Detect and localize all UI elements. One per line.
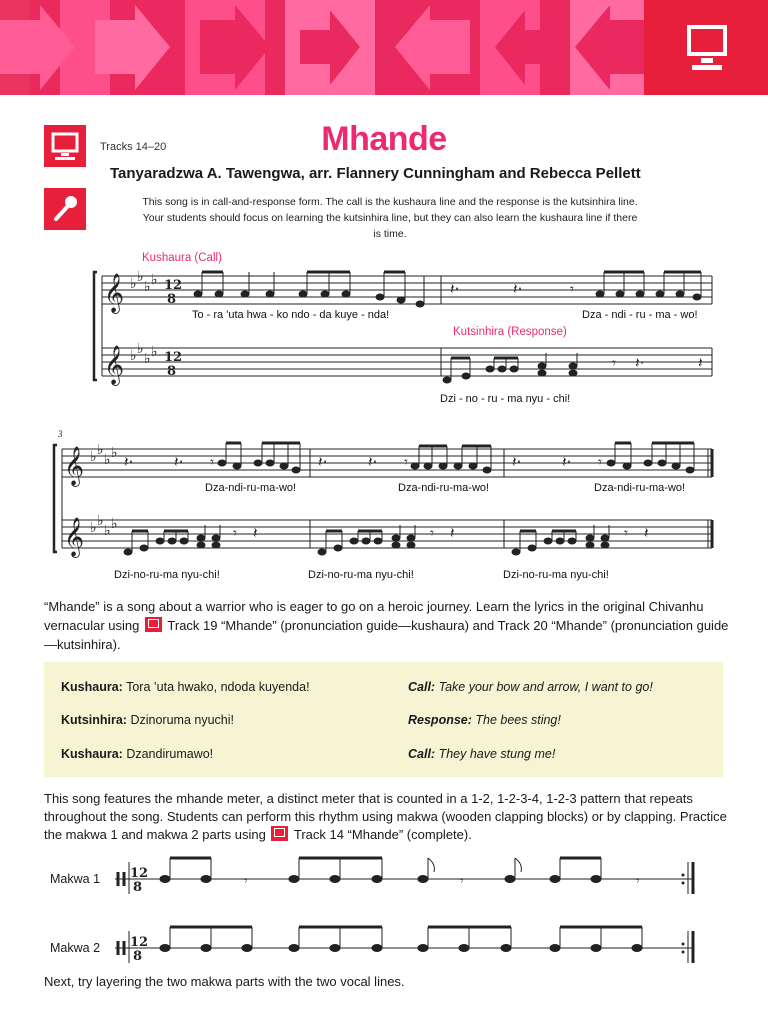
svg-text:𝄾: 𝄾: [460, 874, 464, 889]
treble-clef-icon: 𝄞: [64, 446, 85, 486]
svg-text:12: 12: [164, 350, 183, 365]
treble-clef-icon: 𝄞: [64, 517, 85, 557]
svg-text:𝄽: 𝄽: [253, 524, 258, 542]
svg-text:♭: ♭: [90, 520, 97, 536]
svg-text:♭: ♭: [137, 341, 144, 357]
svg-text:8: 8: [167, 364, 177, 379]
svg-text:𝄽·: 𝄽·: [450, 280, 460, 298]
svg-text:♭: ♭: [137, 269, 144, 285]
svg-text:♭: ♭: [130, 276, 137, 292]
svg-text:𝄾: 𝄾: [233, 524, 237, 542]
svg-text:𝄽: 𝄽: [450, 524, 455, 542]
svg-text:𝄽·: 𝄽·: [368, 453, 378, 471]
paragraph-meter-text-1: This song features the mhande meter, a distinct meter that is counted in a 1-2, 1-2-3-4, 1-2-3 pattern that repeats throughout the song. Students can perform this rhythm using makwa (wooden clapping blocks) or by clapping. Practice the makwa 1 and makwa 2 parts using: [44, 791, 727, 842]
svg-text:♭: ♭: [151, 344, 158, 360]
system1-call-lyrics: To - ra 'uta hwa - ko ndo - da kuye - nda!: [192, 309, 390, 321]
translation-text: The bees sting!: [475, 713, 561, 727]
svg-text:𝄾: 𝄾: [570, 280, 574, 298]
svg-text:𝄾: 𝄾: [598, 453, 602, 471]
svg-text:𝄽·: 𝄽·: [174, 453, 184, 471]
svg-text:𝄽·: 𝄽·: [635, 354, 645, 372]
svg-text:♭: ♭: [144, 351, 151, 367]
svg-text:12: 12: [130, 866, 149, 881]
svg-text:𝄽: 𝄽: [698, 354, 703, 372]
svg-text:𝄽·: 𝄽·: [512, 453, 522, 471]
svg-text:♭: ♭: [151, 272, 158, 288]
treble-clef-icon: 𝄞: [104, 345, 125, 385]
lyric-label: Kushaura:: [61, 680, 123, 694]
system2-call-lyrics-3: Dza-ndi-ru-ma-wo!: [594, 482, 686, 494]
svg-text:𝄽·: 𝄽·: [124, 453, 134, 471]
treble-clef-icon: 𝄞: [104, 273, 125, 313]
svg-text:♭: ♭: [97, 442, 104, 458]
svg-text:♭: ♭: [111, 516, 118, 532]
system2-call-lyrics-1: Dza-ndi-ru-ma-wo!: [205, 482, 297, 494]
tracks-label: Tracks 14–20: [100, 141, 167, 153]
makwa-1-label: Makwa 1: [50, 872, 101, 886]
svg-text:𝄽·: 𝄽·: [318, 453, 328, 471]
svg-text:𝄾: 𝄾: [624, 524, 628, 542]
svg-text:𝄾: 𝄾: [430, 524, 434, 542]
lyric-text: Tora ’uta hwako, ndoda kuyenda!: [126, 680, 310, 694]
svg-text:𝄾: 𝄾: [244, 874, 248, 889]
measure-number: 3: [58, 429, 63, 439]
makwa-repeat-dots: [682, 874, 685, 954]
page-title: Mhande: [321, 120, 447, 158]
svg-text:♭: ♭: [144, 279, 151, 295]
call-label: Kushaura (Call): [142, 252, 222, 264]
makwa-rests: [244, 874, 640, 889]
response-label: Kutsinhira (Response): [453, 326, 567, 338]
makwa-time-signature: [130, 866, 148, 964]
svg-text:♭: ♭: [111, 445, 118, 461]
system2-response-lyrics-2: Dzi-no-ru-ma nyu-chi!: [308, 569, 414, 581]
svg-text:12: 12: [164, 278, 183, 293]
svg-text:𝄾: 𝄾: [404, 453, 408, 471]
translation-text: Take your bow and arrow, I want to go!: [438, 680, 653, 694]
paragraph-about-song-text-2: Track 19 “Mhande” (pronunciation guide—kushaura) and Track 20 “Mhande” (pronunciation guide—kutsinhira).: [44, 618, 729, 652]
svg-text:8: 8: [133, 949, 143, 964]
intro-text: This song is in call-and-response form. The call is the kushaura line and the response is the kutsinhira line. Your students should focus on learning the kutsinhira line, but they can also learn the kushaura line if there is time.: [142, 196, 638, 240]
closing-text: Next, try layering the two makwa parts with the two vocal lines.: [44, 974, 405, 989]
composer-credit: Tanyaradzwa A. Tawengwa, arr. Flannery Cunningham and Rebecca Pellett: [110, 165, 641, 182]
svg-text:12: 12: [130, 935, 149, 950]
svg-text:♭: ♭: [104, 452, 111, 468]
lyric-text: Dzinoruma nyuchi!: [130, 713, 234, 727]
translation-label: Call:: [408, 747, 436, 761]
svg-text:𝄾: 𝄾: [210, 453, 214, 471]
system1-response-lyrics: Dzi - no - ru - ma nyu - chi!: [440, 393, 571, 405]
svg-text:♭: ♭: [90, 449, 97, 465]
svg-text:8: 8: [133, 880, 143, 895]
paragraph-meter-text-2: Track 14 “Mhande” (complete).: [293, 827, 472, 842]
svg-text:𝄽: 𝄽: [644, 524, 649, 542]
system2-response-lyrics-3: Dzi-no-ru-ma nyu-chi!: [503, 569, 609, 581]
svg-text:𝄾: 𝄾: [636, 874, 640, 889]
svg-text:𝄽·: 𝄽·: [562, 453, 572, 471]
makwa-2-label: Makwa 2: [50, 941, 101, 955]
translation-label: Call:: [408, 680, 436, 694]
lyric-label: Kutsinhira:: [61, 713, 127, 727]
translation-text: They have stung me!: [438, 747, 556, 761]
translation-label: Response:: [408, 713, 472, 727]
svg-text:♭: ♭: [104, 523, 111, 539]
svg-text:𝄾: 𝄾: [612, 354, 616, 372]
paragraph-about-song-text-1: “Mhande” is a song about a warrior who is eager to go on a heroic journey. Learn the lyrics in the original Chivanhu vernacular using: [44, 599, 704, 633]
svg-text:8: 8: [167, 292, 177, 307]
lyric-label: Kushaura:: [61, 747, 123, 761]
system2-response-lyrics-1: Dzi-no-ru-ma nyu-chi!: [114, 569, 220, 581]
lyric-text: Dzandirumawo!: [126, 747, 214, 761]
system2-call-lyrics-2: Dza-ndi-ru-ma-wo!: [398, 482, 490, 494]
svg-text:𝄽·: 𝄽·: [513, 280, 523, 298]
svg-text:♭: ♭: [97, 513, 104, 529]
svg-text:♭: ♭: [130, 348, 137, 364]
system1-call-lyrics-2: Dza - ndi - ru - ma - wo!: [582, 309, 698, 321]
